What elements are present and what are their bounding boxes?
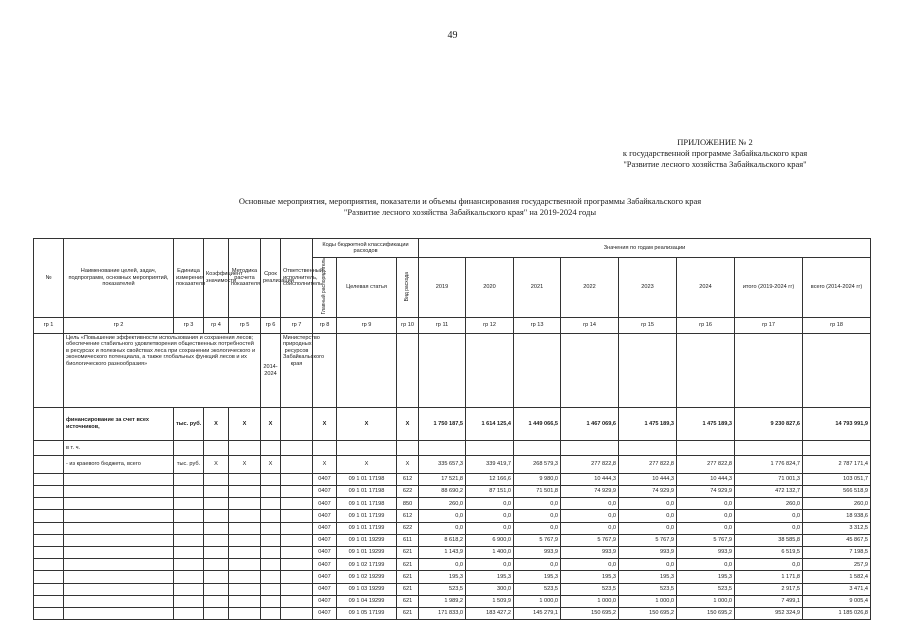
header-vr-label: Вид расхода (403, 271, 410, 301)
value-cell: 1 185 026,8 (803, 607, 871, 619)
cs-code: 09 1 01 19299 (337, 546, 397, 558)
cs-code: 09 1 02 19299 (337, 571, 397, 583)
value-cell: 71 501,8 (514, 486, 561, 498)
regional-x: X (337, 455, 397, 473)
gr-cell: гр 18 (803, 317, 871, 333)
regional-value: 2 787 171,4 (803, 455, 871, 473)
gr-cell: гр 14 (561, 317, 619, 333)
value-cell: 1 989,2 (419, 595, 466, 607)
value-cell: 0,0 (514, 522, 561, 534)
value-cell: 0,0 (419, 522, 466, 534)
vr-code: 612 (397, 510, 419, 522)
header-year-2020: 2020 (466, 258, 514, 318)
value-cell: 74 929,9 (561, 486, 619, 498)
total-value: 1 475 189,3 (619, 407, 677, 440)
cs-code: 09 1 01 17198 (337, 498, 397, 510)
value-cell: 7 198,5 (803, 546, 871, 558)
header-year-2023: 2023 (619, 258, 677, 318)
value-cell: 523,5 (514, 583, 561, 595)
header-year-2024: 2024 (677, 258, 735, 318)
value-cell: 0,0 (677, 559, 735, 571)
header-unit: Единица измерения показателя (174, 239, 204, 318)
value-cell: 0,0 (419, 510, 466, 522)
document-title (60, 196, 880, 218)
value-cell: 993,9 (619, 546, 677, 558)
title-line-2: "Развитие лесного хозяйства Забайкальского края" на 2019-2024 годы (343, 207, 597, 217)
total-x: X (229, 407, 261, 440)
vr-code: 621 (397, 559, 419, 571)
goal-row (34, 333, 871, 407)
gr-cell: гр 5 (229, 317, 261, 333)
value-cell: 0,0 (561, 498, 619, 510)
value-cell: 195,3 (561, 571, 619, 583)
appendix-line-2: к государственной программе Забайкальского края (622, 148, 808, 158)
gr-cell: гр 16 (677, 317, 735, 333)
value-cell: 9 980,0 (514, 473, 561, 485)
value-cell: 300,0 (466, 583, 514, 595)
value-cell: 10 444,3 (619, 473, 677, 485)
vr-code: 622 (397, 486, 419, 498)
value-cell: 0,0 (514, 559, 561, 571)
value-cell: 0,0 (466, 522, 514, 534)
value-cell: 1 000,0 (677, 595, 735, 607)
value-cell: 10 444,3 (561, 473, 619, 485)
table-row (34, 473, 871, 485)
header-name: Наименование целей, задач, подпрограмм, основных мероприятий, показателей (64, 239, 174, 318)
table-row (34, 498, 871, 510)
value-cell: 150 695,2 (677, 607, 735, 619)
cs-code: 09 1 05 17199 (337, 607, 397, 619)
value-cell: 523,5 (419, 583, 466, 595)
cs-code: 09 1 01 17198 (337, 486, 397, 498)
gr-cell: гр 13 (514, 317, 561, 333)
gr-cell: гр 17 (735, 317, 803, 333)
regional-unit: тыс. руб. (174, 455, 204, 473)
value-cell: 0,0 (677, 522, 735, 534)
value-cell: 88 690,2 (419, 486, 466, 498)
value-cell: 74 929,9 (677, 486, 735, 498)
value-cell: 9 005,4 (803, 595, 871, 607)
value-cell: 1 509,9 (466, 595, 514, 607)
value-cell: 6 519,5 (735, 546, 803, 558)
gl-code: 0407 (313, 559, 337, 571)
total-value: 14 793 991,9 (803, 407, 871, 440)
header-coef: Коэффициент значимости (204, 239, 229, 318)
gl-code: 0407 (313, 571, 337, 583)
total-label: финансирование за счет всех источников, (64, 407, 174, 440)
gr-cell: гр 9 (337, 317, 397, 333)
regional-x: X (204, 455, 229, 473)
header-total-2014-2024: всего (2014-2024 гг) (803, 258, 871, 318)
appendix-line-3: "Развитие лесного хозяйства Забайкальского края" (623, 159, 807, 169)
value-cell: 0,0 (735, 559, 803, 571)
value-cell: 150 695,2 (619, 607, 677, 619)
gr-cell: гр 11 (419, 317, 466, 333)
value-cell: 2 917,5 (735, 583, 803, 595)
header-year-2021: 2021 (514, 258, 561, 318)
regional-value: 277 822,8 (677, 455, 735, 473)
vr-code: 621 (397, 607, 419, 619)
regional-x: X (313, 455, 337, 473)
gr-cell: гр 8 (313, 317, 337, 333)
header-year-2019: 2019 (419, 258, 466, 318)
value-cell: 0,0 (514, 498, 561, 510)
value-cell: 195,3 (466, 571, 514, 583)
value-cell: 150 695,2 (561, 607, 619, 619)
gl-code: 0407 (313, 607, 337, 619)
total-value: 1 449 066,5 (514, 407, 561, 440)
value-cell: 171 833,0 (419, 607, 466, 619)
value-cell: 0,0 (419, 559, 466, 571)
value-cell: 195,3 (619, 571, 677, 583)
title-line-1: Основные мероприятия, мероприятия, показатели и объемы финансирования государственной программы Забайкальского края (238, 196, 702, 206)
appendix-header (560, 137, 870, 170)
gl-code: 0407 (313, 583, 337, 595)
regional-x: X (261, 455, 281, 473)
header-gl (313, 258, 337, 318)
value-cell: 195,3 (677, 571, 735, 583)
value-cell: 12 166,6 (466, 473, 514, 485)
gl-code: 0407 (313, 546, 337, 558)
gl-code: 0407 (313, 595, 337, 607)
value-cell: 1 000,0 (619, 595, 677, 607)
financing-table (33, 238, 871, 620)
value-cell: 1 000,0 (514, 595, 561, 607)
value-cell: 0,0 (735, 522, 803, 534)
value-cell: 6 900,0 (466, 534, 514, 546)
table-row (34, 571, 871, 583)
gr-cell: гр 4 (204, 317, 229, 333)
value-cell: 472 132,7 (735, 486, 803, 498)
total-value: 1 475 189,3 (677, 407, 735, 440)
gl-code: 0407 (313, 522, 337, 534)
value-cell: 10 444,3 (677, 473, 735, 485)
value-cell: 38 585,8 (735, 534, 803, 546)
header-num: № (34, 239, 64, 318)
detail-rows (34, 473, 871, 619)
value-cell: 523,5 (677, 583, 735, 595)
gr-cell: гр 3 (174, 317, 204, 333)
value-cell: 0,0 (677, 498, 735, 510)
value-cell: 5 767,9 (619, 534, 677, 546)
regional-x: X (397, 455, 419, 473)
regional-value: 1 776 824,7 (735, 455, 803, 473)
value-cell: 0,0 (619, 559, 677, 571)
value-cell: 5 767,9 (514, 534, 561, 546)
gl-code: 0407 (313, 510, 337, 522)
group-number-row (34, 317, 871, 333)
total-x: X (261, 407, 281, 440)
value-cell: 3 471,4 (803, 583, 871, 595)
cs-code: 09 1 01 17199 (337, 510, 397, 522)
header-year-2022: 2022 (561, 258, 619, 318)
value-cell: 257,9 (803, 559, 871, 571)
value-cell: 5 767,9 (561, 534, 619, 546)
cs-code: 09 1 02 17199 (337, 559, 397, 571)
value-cell: 1 582,4 (803, 571, 871, 583)
total-unit: тыс. руб. (174, 407, 204, 440)
value-cell: 993,9 (514, 546, 561, 558)
vr-code: 611 (397, 534, 419, 546)
vr-code: 621 (397, 546, 419, 558)
total-value: 1 750 187,5 (419, 407, 466, 440)
value-cell: 0,0 (619, 510, 677, 522)
value-cell: 0,0 (561, 522, 619, 534)
header-responsible: Ответственный исполнитель, соисполнитель (281, 239, 313, 318)
appendix-line-1: ПРИЛОЖЕНИЕ № 2 (677, 137, 753, 147)
header-codes: Коды бюджетной классификации расходов (313, 239, 419, 258)
gl-code: 0407 (313, 498, 337, 510)
value-cell: 74 929,9 (619, 486, 677, 498)
value-cell: 952 324,9 (735, 607, 803, 619)
value-cell: 195,3 (419, 571, 466, 583)
value-cell: 993,9 (677, 546, 735, 558)
value-cell: 523,5 (619, 583, 677, 595)
vr-code: 622 (397, 522, 419, 534)
value-cell: 8 618,2 (419, 534, 466, 546)
header-period: Срок реализации (261, 239, 281, 318)
gr-cell: гр 2 (64, 317, 174, 333)
vr-code: 621 (397, 571, 419, 583)
table-row (34, 559, 871, 571)
value-cell: 523,5 (561, 583, 619, 595)
total-x: X (313, 407, 337, 440)
regional-value: 268 579,3 (514, 455, 561, 473)
value-cell: 17 521,8 (419, 473, 466, 485)
header-total-2019-2024: итого (2019-2024 гг) (735, 258, 803, 318)
total-value: 1 614 125,4 (466, 407, 514, 440)
table-row (34, 595, 871, 607)
regional-value: 277 822,8 (561, 455, 619, 473)
gr-cell: гр 10 (397, 317, 419, 333)
total-financing-row (34, 407, 871, 440)
regional-value: 277 822,8 (619, 455, 677, 473)
value-cell: 0,0 (619, 522, 677, 534)
page-number: 49 (447, 30, 458, 41)
value-cell: 71 001,3 (735, 473, 803, 485)
vr-code: 850 (397, 498, 419, 510)
value-cell: 1 171,8 (735, 571, 803, 583)
table-row (34, 522, 871, 534)
value-cell: 195,3 (514, 571, 561, 583)
value-cell: 260,0 (803, 498, 871, 510)
value-cell: 1 000,0 (561, 595, 619, 607)
gl-code: 0407 (313, 473, 337, 485)
gr-cell: гр 1 (34, 317, 64, 333)
value-cell: 260,0 (735, 498, 803, 510)
value-cell: 0,0 (561, 510, 619, 522)
cs-code: 09 1 01 17198 (337, 473, 397, 485)
value-cell: 0,0 (735, 510, 803, 522)
gl-code: 0407 (313, 534, 337, 546)
table-row (34, 534, 871, 546)
value-cell: 0,0 (466, 559, 514, 571)
vr-code: 621 (397, 583, 419, 595)
total-x: X (337, 407, 397, 440)
regional-value: 339 419,7 (466, 455, 514, 473)
value-cell: 87 151,0 (466, 486, 514, 498)
value-cell: 45 867,5 (803, 534, 871, 546)
value-cell: 566 518,9 (803, 486, 871, 498)
value-cell: 0,0 (561, 559, 619, 571)
value-cell: 0,0 (514, 510, 561, 522)
total-value: 1 467 069,6 (561, 407, 619, 440)
header-method: Методика расчета показателя (229, 239, 261, 318)
total-value: 9 230 827,6 (735, 407, 803, 440)
goal-text: Цель «Повышение эффективности использования и сохранения лесов; обеспечение стабильного удовлетворения общественных потребностей в ресурсах и полезных свойствах леса при сохранении экологического и экономического потенциала, а также глобальных функций лесов и их биологического разнообразия» (64, 333, 261, 407)
gr-cell: гр 12 (466, 317, 514, 333)
goal-period: 2014-2024 (261, 333, 281, 407)
table-row (34, 510, 871, 522)
value-cell: 183 427,2 (466, 607, 514, 619)
value-cell: 0,0 (466, 510, 514, 522)
cs-code: 09 1 01 19299 (337, 534, 397, 546)
header-vr (397, 258, 419, 318)
value-cell: 0,0 (677, 510, 735, 522)
regional-label: - из краевого бюджета, всего (64, 455, 174, 473)
regional-budget-row (34, 455, 871, 473)
header-gl-label: Главный распорядитель (320, 258, 327, 315)
table-row (34, 486, 871, 498)
regional-value: 335 657,3 (419, 455, 466, 473)
gr-cell: гр 6 (261, 317, 281, 333)
table-row (34, 583, 871, 595)
value-cell: 145 279,1 (514, 607, 561, 619)
cs-code: 09 1 01 17199 (337, 522, 397, 534)
table-row (34, 546, 871, 558)
total-x: X (397, 407, 419, 440)
goal-responsible: Министерство природных ресурсов Забайкальского края (281, 333, 313, 407)
value-cell: 5 767,9 (677, 534, 735, 546)
value-cell: 0,0 (619, 498, 677, 510)
value-cell: 103 051,7 (803, 473, 871, 485)
gl-code: 0407 (313, 486, 337, 498)
including-label: в т. ч. (64, 440, 174, 455)
vr-code: 612 (397, 473, 419, 485)
gr-cell: гр 15 (619, 317, 677, 333)
header-cs: Целевая статья (337, 258, 397, 318)
value-cell: 7 499,1 (735, 595, 803, 607)
including-row (34, 440, 871, 455)
header-row (34, 239, 871, 258)
cs-code: 09 1 04 19299 (337, 595, 397, 607)
vr-code: 621 (397, 595, 419, 607)
value-cell: 993,9 (561, 546, 619, 558)
cs-code: 09 1 03 19299 (337, 583, 397, 595)
gr-cell: гр 7 (281, 317, 313, 333)
value-cell: 3 312,5 (803, 522, 871, 534)
value-cell: 1 143,9 (419, 546, 466, 558)
header-values: Значения по годам реализации (419, 239, 871, 258)
total-x: X (204, 407, 229, 440)
value-cell: 260,0 (419, 498, 466, 510)
value-cell: 1 400,0 (466, 546, 514, 558)
regional-x: X (229, 455, 261, 473)
value-cell: 0,0 (466, 498, 514, 510)
table-row (34, 607, 871, 619)
value-cell: 18 938,6 (803, 510, 871, 522)
